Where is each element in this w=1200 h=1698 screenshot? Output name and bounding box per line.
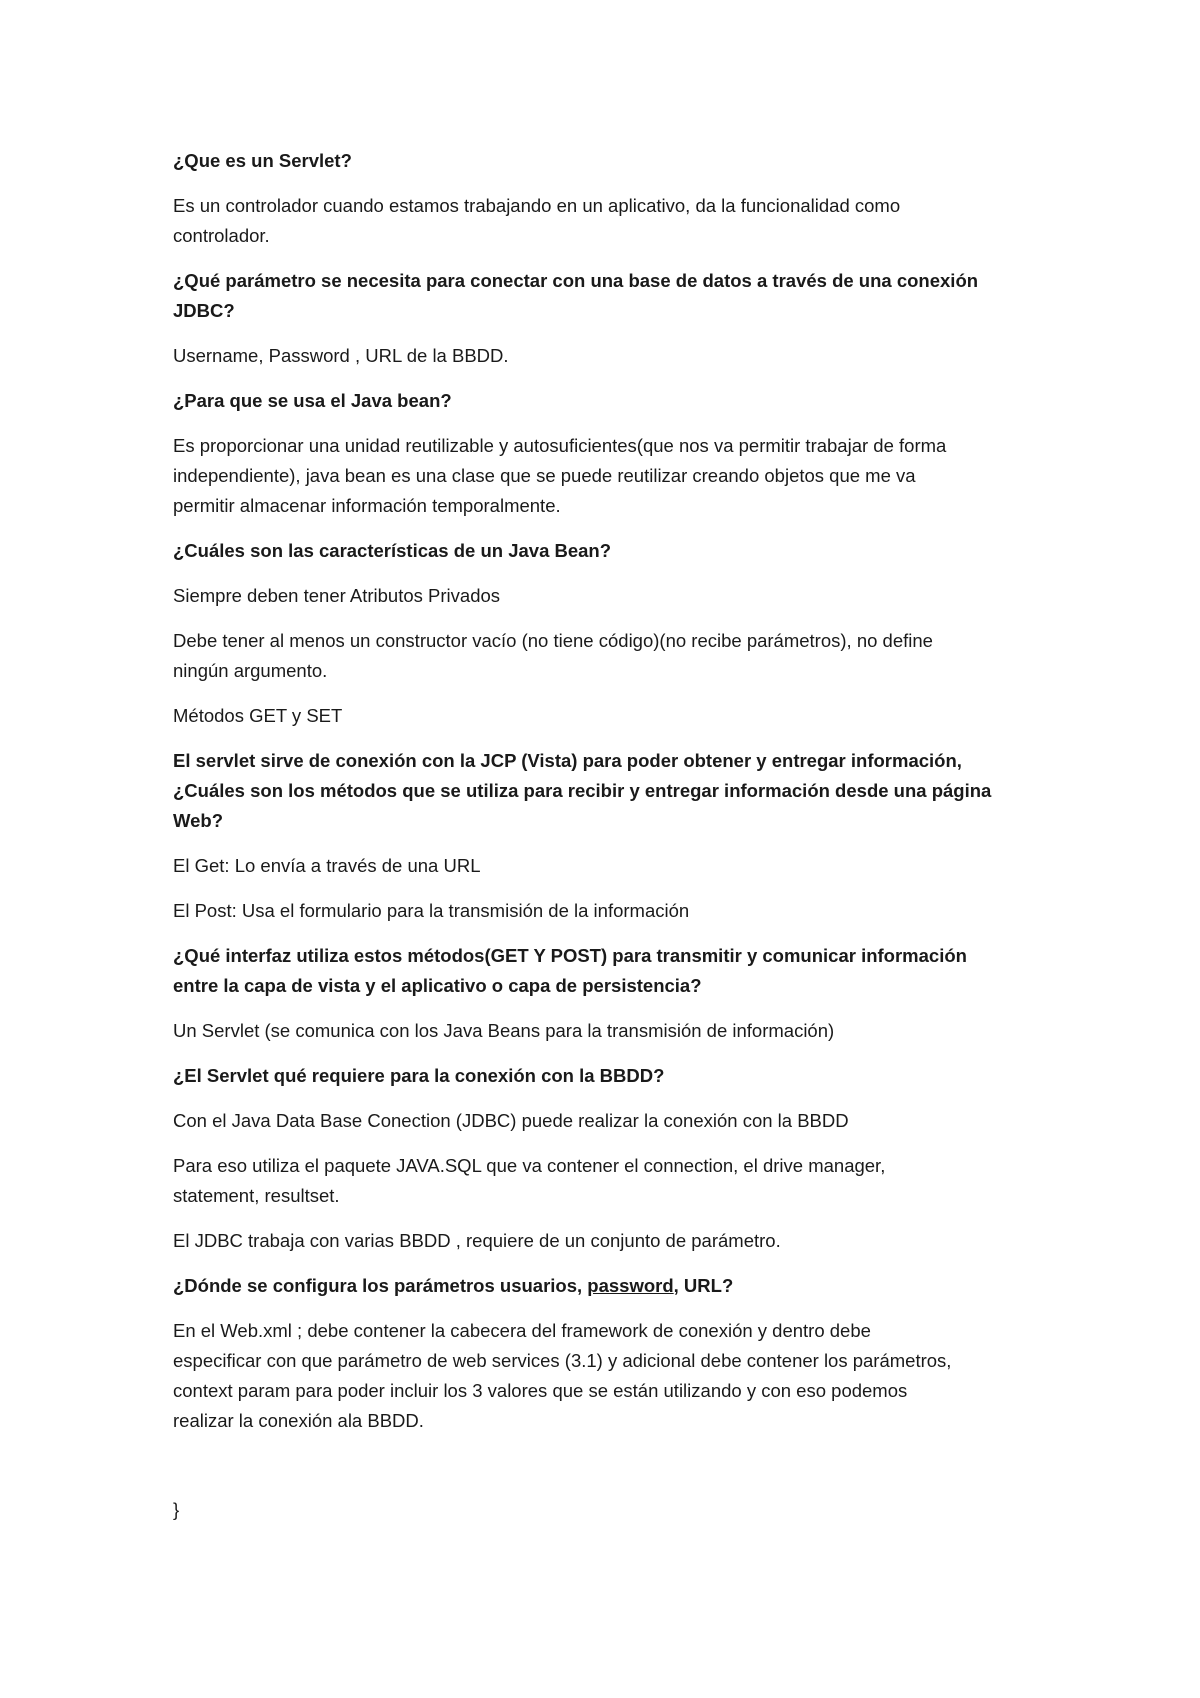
answer-line: Debe tener al menos un constructor vacío (no tiene código)(no recibe parámetros), no define [173,630,933,651]
question-line: ¿Para que se usa el Java bean? [173,390,452,411]
answer-config-params [173,1316,1053,1436]
answer-block [173,701,1053,731]
answer-line: statement, resultset. [173,1185,340,1206]
question-block [173,146,1053,176]
answer-line: El Get: Lo envía a través de una URL [173,855,481,876]
question-block [173,266,1053,326]
answer-line: Siempre deben tener Atributos Privados [173,585,501,606]
answer-line: Es un controlador cuando estamos trabajando en un aplicativo, da la funcionalidad como [173,195,901,216]
question-line: ¿El Servlet qué requiere para la conexión con la BBDD? [173,1065,665,1086]
question-text-after: , URL? [673,1275,734,1296]
answer-line: En el Web.xml ; debe contener la cabecera del framework de conexión y dentro debe [173,1320,871,1341]
question-line: ¿Cuáles son los métodos que se utiliza para recibir y entregar información desde una página [173,780,992,801]
question-line: El servlet sirve de conexión con la JCP (Vista) para poder obtener y entregar información, [173,750,962,771]
question-block [173,941,1053,1001]
question-line [173,1271,1053,1301]
answer-block [173,1016,1053,1046]
answer-block [173,431,1053,521]
answer-block [173,1226,1053,1256]
answer-line: controlador. [173,225,270,246]
question-line: Web? [173,810,224,831]
question-line: ¿Qué interfaz utiliza estos métodos(GET Y POST) para transmitir y comunicar información [173,945,967,966]
answer-line: Un Servlet (se comunica con los Java Beans para la transmisión de información) [173,1020,835,1041]
question-text-before: ¿Dónde se configura los parámetros usuarios, [173,1275,588,1296]
answer-line: Con el Java Data Base Conection (JDBC) puede realizar la conexión con la BBDD [173,1110,849,1131]
question-block [173,746,1053,836]
closing-brace: } [173,1499,180,1520]
answer-block [173,1151,1053,1211]
answer-line: Es proporcionar una unidad reutilizable y autosuficientes(que nos va permitir trabajar de forma [173,435,947,456]
answer-block [173,581,1053,611]
answer-block [173,191,1053,251]
answer-line: Username, Password , URL de la BBDD. [173,345,509,366]
answer-block [173,896,1053,926]
answer-line: El Post: Usa el formulario para la transmisión de la información [173,900,690,921]
document-body [173,146,1053,1451]
question-line: ¿Qué parámetro se necesita para conectar con una base de datos a través de una conexión [173,270,979,291]
answer-block [173,851,1053,881]
answer-line: ningún argumento. [173,660,328,681]
answer-line: context param para poder incluir los 3 valores que se están utilizando y con eso podemos [173,1380,908,1401]
question-line: ¿Que es un Servlet? [173,150,352,171]
question-block [173,536,1053,566]
question-line: ¿Cuáles son las características de un Java Bean? [173,540,612,561]
answer-block [173,1106,1053,1136]
question-block [173,386,1053,416]
question-line: JDBC? [173,300,235,321]
question-text-underlined: password [587,1275,674,1296]
answer-line: El JDBC trabaja con varias BBDD , requiere de un conjunto de parámetro. [173,1230,781,1251]
answer-line: realizar la conexión ala BBDD. [173,1410,424,1431]
answer-line: Métodos GET y SET [173,705,343,726]
answer-block [173,626,1053,686]
question-line: entre la capa de vista y el aplicativo o capa de persistencia? [173,975,702,996]
question-config-params [173,1271,1053,1301]
answer-line: especificar con que parámetro de web services (3.1) y adicional debe contener los parámetros, [173,1350,952,1371]
answer-line: Para eso utiliza el paquete JAVA.SQL que va contener el connection, el drive manager, [173,1155,886,1176]
answer-line: independiente), java bean es una clase que se puede reutilizar creando objetos que me va [173,465,916,486]
question-block [173,1061,1053,1091]
qa-blocks [173,146,1053,1256]
answer-line: permitir almacenar información temporalmente. [173,495,561,516]
answer-block [173,341,1053,371]
